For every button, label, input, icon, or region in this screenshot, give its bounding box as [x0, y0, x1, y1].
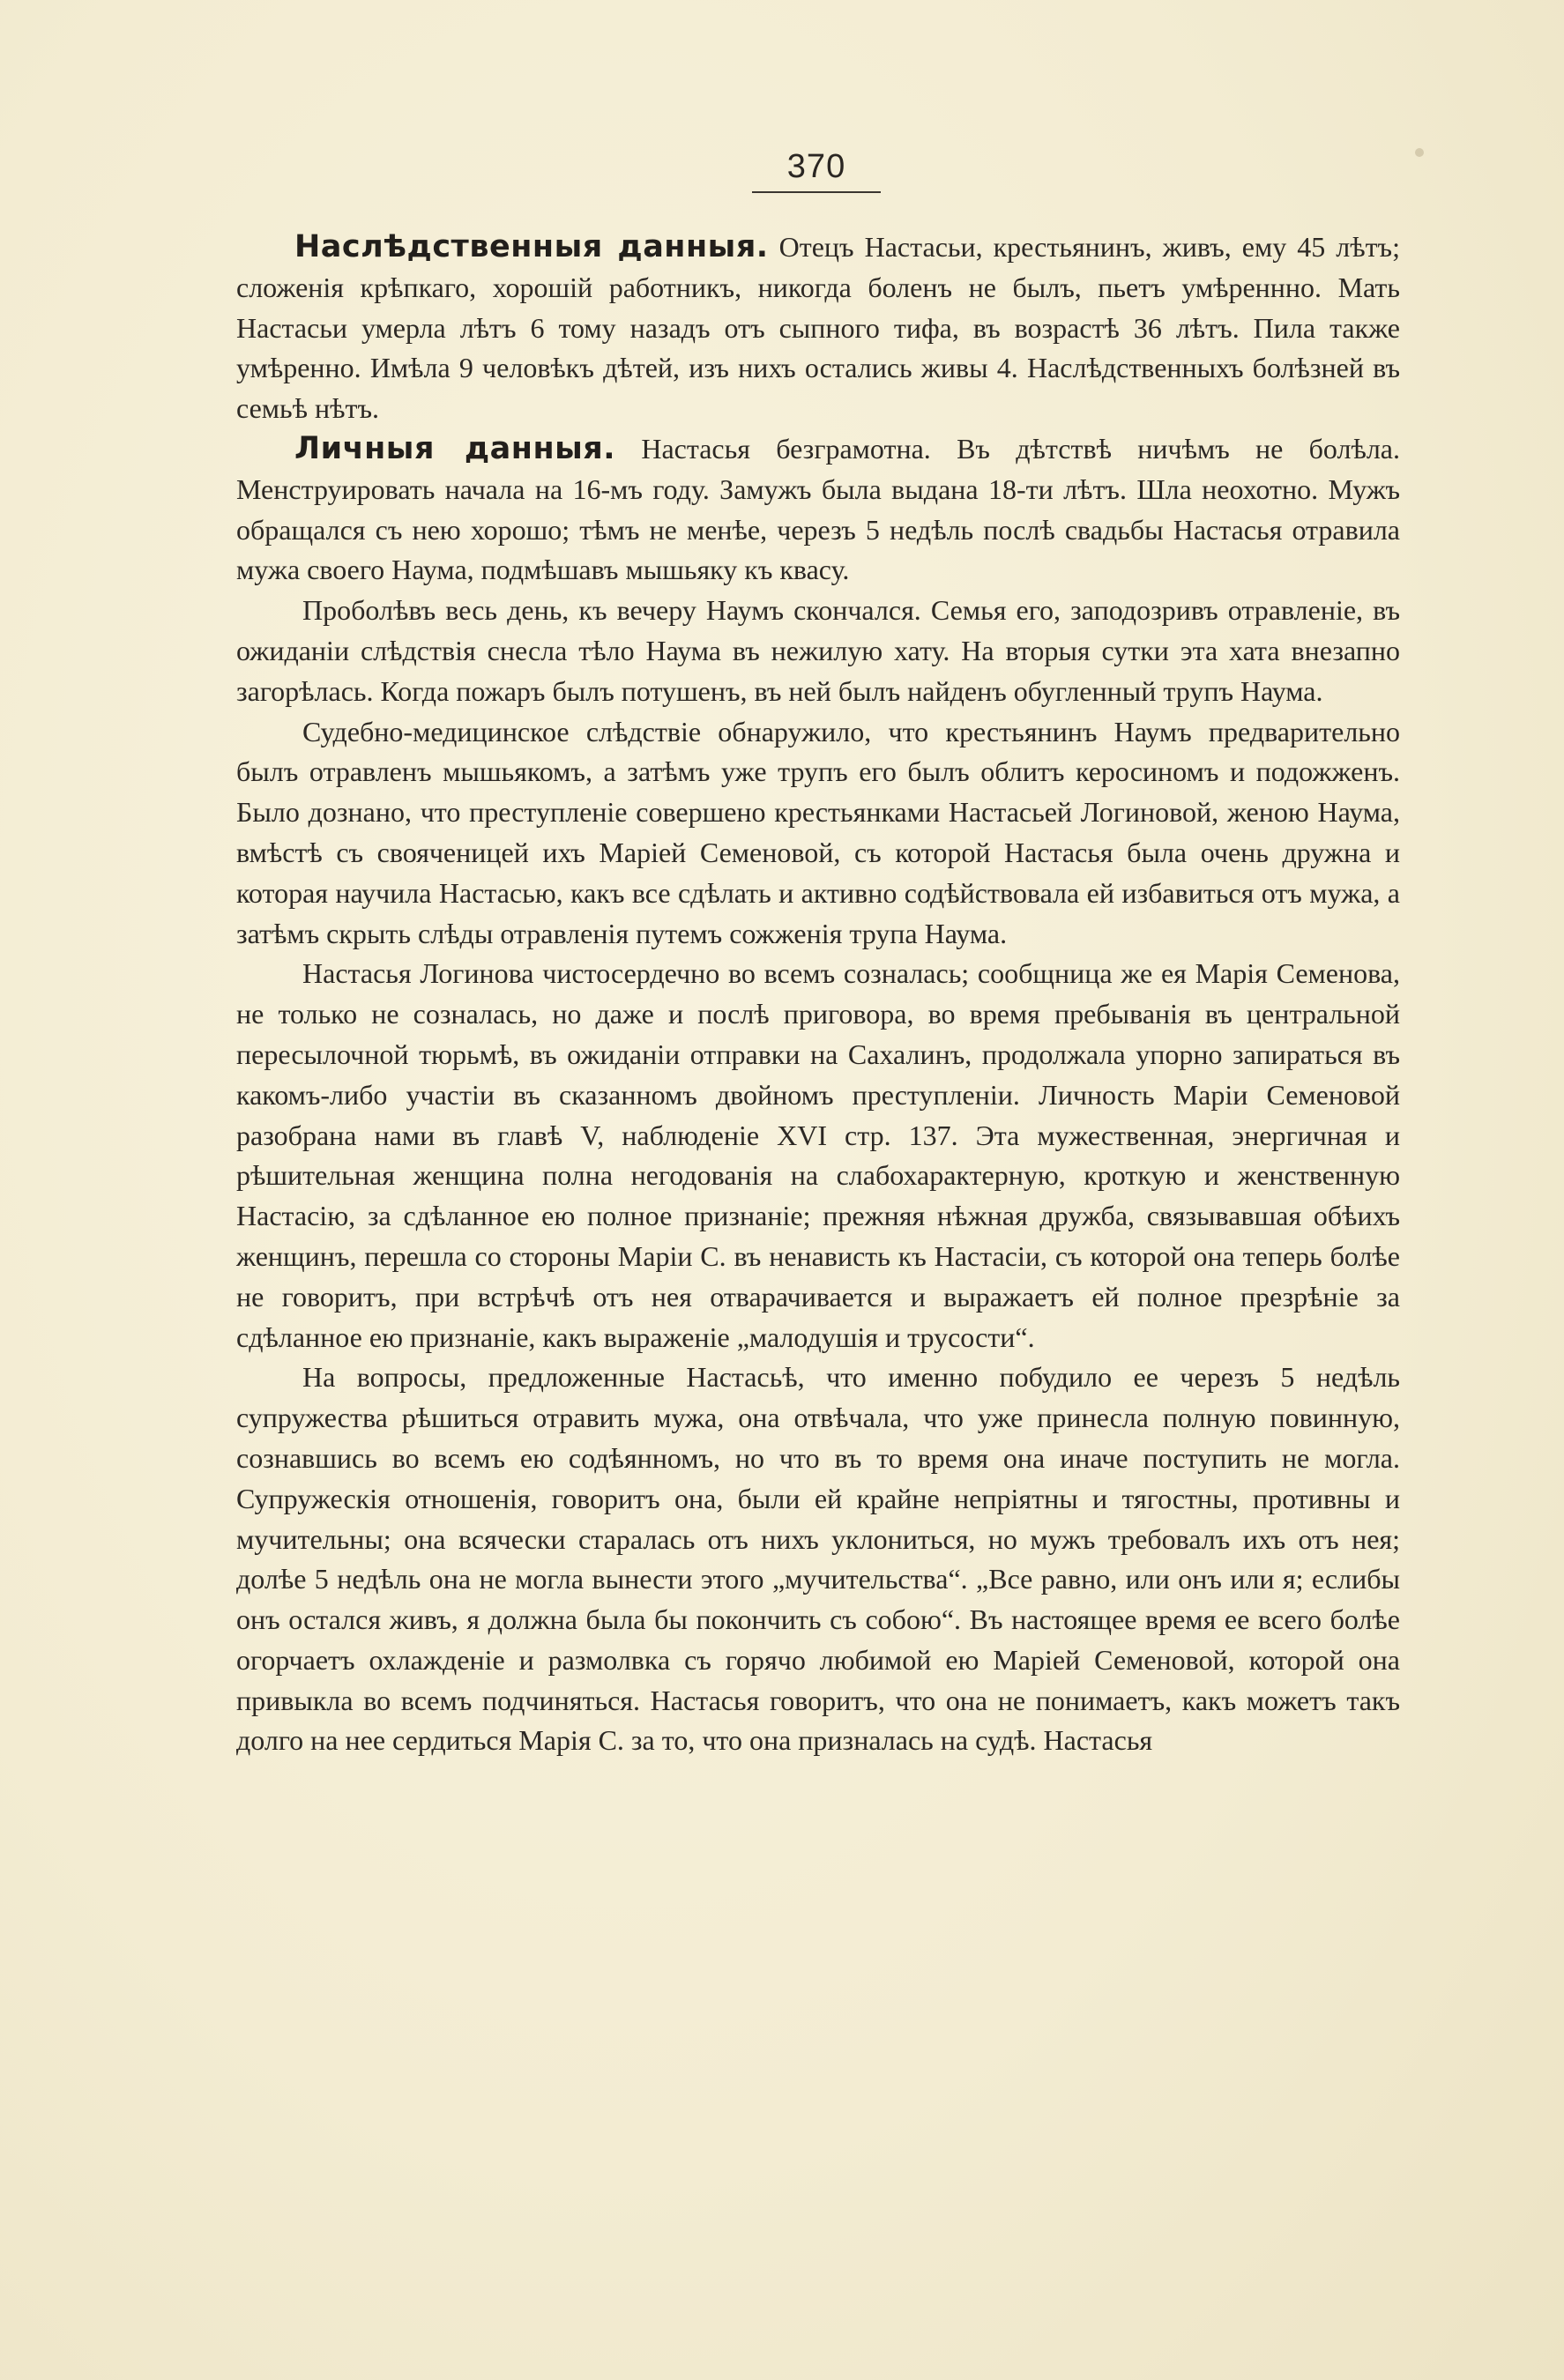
- paragraph-heredity: [236, 227, 1400, 429]
- page-number: 370: [752, 148, 881, 193]
- paper-speck: [1415, 148, 1424, 157]
- paragraph-text: Настасья безграмотна. Въ дѣтствѣ ничѣмъ не болѣла. Менструировать начала на 16-мъ году. Замужъ была выдана 18-ти лѣтъ. Шла неохотно. Мужъ обращался съ нею хорошо; тѣмъ не менѣе, черезъ 5 недѣль послѣ свадьбы Настасья отравила мужа своего Наума, подмѣшавъ мышьяку къ квасу.: [236, 432, 1401, 586]
- heading-personal: Личныя данныя.: [294, 430, 616, 466]
- paragraph-text: На вопросы, предложенные Настасьѣ, что именно побудило ее черезъ 5 недѣль супружества рѣшиться отравить мужа, она отвѣчала, что уже принесла полную повинную, сознавшись во всемъ ею содѣянномъ, но что въ то время она иначе поступить не могла. Супружескія отношенія, говоритъ она, были ей крайне непріятны и тягостны, противны и мучительны; она всячески старалась отъ нихъ уклониться, но мужъ требовалъ ихъ отъ нея; долѣе 5 недѣль она не могла вынести этого „мучительства“. „Все равно, или онъ или я; еслибы онъ остался живъ, я должна была бы покончить съ собою“. Въ настоящее время ее всего болѣе огорчаетъ охлажденіе и размолвка съ горячо любимой ею Маріей Семеновой, которой она привыкла во всемъ подчиняться. Настасья говоритъ, что она не понимаетъ, какъ можетъ такъ долго на нее сердиться Марія С. за то, что она призналась на судѣ. Настасья: [236, 1361, 1400, 1757]
- paragraph-personal: [236, 429, 1400, 591]
- body-text: [236, 227, 1400, 1761]
- heading-heredity: Наслѣдственныя данныя.: [294, 229, 769, 264]
- paragraph-interrogation: [236, 1357, 1400, 1761]
- paragraph-investigation: [236, 712, 1400, 955]
- paragraph-text: Судебно-медицинское слѣдствіе обнаружило, что крестьянинъ Наумъ предварительно былъ отравленъ мышьякомъ, а затѣмъ уже трупъ его былъ облитъ керосиномъ и подожженъ. Было дознано, что преступленіе совершено крестьянками Настасьей Логиновой, женою Наума, вмѣстѣ съ свояченицей ихъ Маріей Семеновой, съ которой Настасья была очень дружна и которая научила Настасью, какъ все сдѣлать и активно содѣйствовала ей избавиться отъ мужа, а затѣмъ скрыть слѣды отравленія путемъ сожженія трупа Наума.: [236, 715, 1400, 949]
- paragraph-death: [236, 591, 1400, 711]
- paragraph-text: Настасья Логинова чистосердечно во всемъ созналась; сообщница же ея Марія Семенова, не только не созналась, но даже и послѣ приговора, во время пребыванія въ центральной пересылочной тюрьмѣ, въ ожиданіи отправки на Сахалинъ, продолжала упорно запираться въ какомъ-либо участіи въ сказанномъ двойномъ преступленіи. Личность Маріи Семеновой разобрана нами въ главѣ V, наблюденіе XVI стр. 137. Эта мужественная, энергичная и рѣшительная женщина полна негодованія на слабохарактерную, кроткую и женственную Настасію, за сдѣланное ею полное признаніе; прежняя нѣжная дружба, связывавшая обѣихъ женщинъ, перешла со стороны Маріи С. въ ненависть къ Настасіи, съ которой она теперь болѣе не говоритъ, при встрѣчѣ отъ нея отварачивается и выражаетъ ей полное презрѣніе за сдѣланное ею признаніе, какъ выраженіе „малодушія и трусости“.: [236, 957, 1400, 1353]
- paragraph-confession: [236, 954, 1400, 1357]
- paragraph-text: Отецъ Настасьи, крестьянинъ, живъ, ему 45 лѣтъ; сложенія крѣпкаго, хорошій работникъ, никогда боленъ не былъ, пьетъ умѣреннно. Мать Настасьи умерла лѣтъ 6 тому назадъ отъ сыпного тифа, въ возрастѣ 36 лѣтъ. Пила также умѣренно. Имѣла 9 человѣкъ дѣтей, изъ нихъ остались живы 4. Наслѣдственныхъ болѣзней въ семьѣ нѣтъ.: [236, 231, 1400, 425]
- paragraph-text: Проболѣвъ весь день, къ вечеру Наумъ скончался. Семья его, заподозривъ отравленіе, въ ожиданіи слѣдствія снесла тѣло Наума въ нежилую хату. На вторыя сутки эта хата внезапно загорѣлась. Когда пожаръ былъ потушенъ, въ ней былъ найденъ обугленный трупъ Наума.: [236, 594, 1400, 707]
